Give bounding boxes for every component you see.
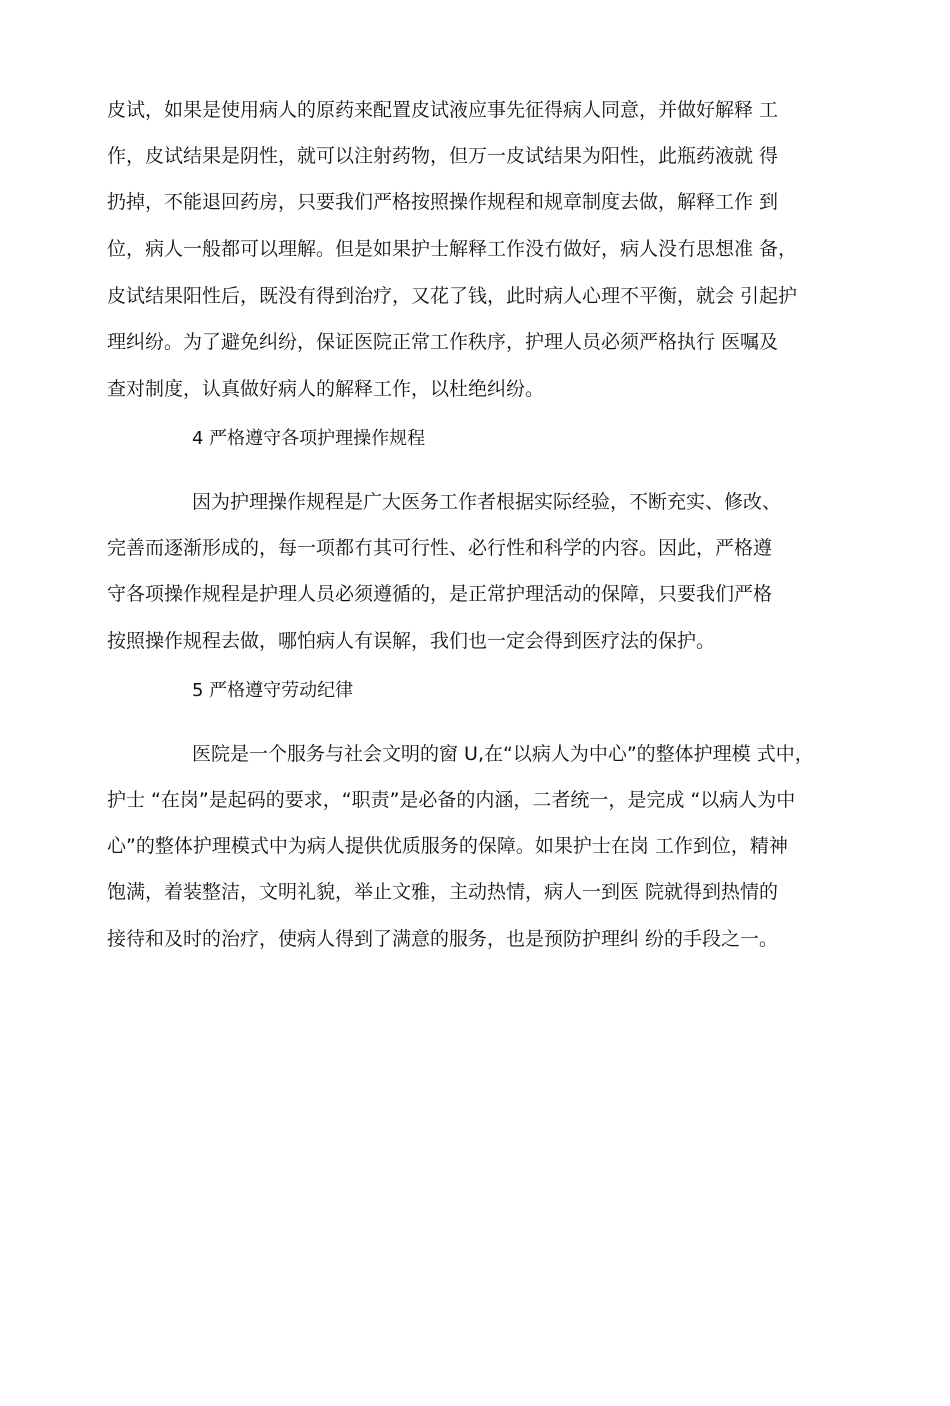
paragraph-line: 接待和及时的治疗，使病人得到了满意的服务，也是预防护理纠 纷的手段之一。 xyxy=(107,928,779,950)
section-heading-4: 4 严格遵守各项护理操作规程 xyxy=(192,428,426,449)
paragraph-line: 护士 “在岗”是起码的要求，“职责”是必备的内涵，二者统一，是完成 “以病人为中 xyxy=(107,789,796,811)
paragraph-line: 按照操作规程去做，哪怕病人有误解，我们也一定会得到医疗法的保护。 xyxy=(107,630,716,652)
paragraph-line: 作，皮试结果是阴性，就可以注射药物，但万一皮试结果为阳性，此瓶药液就 得 xyxy=(107,145,779,167)
paragraph-line: 心”的整体护理模式中为病人提供优质服务的保障。如果护士在岗 工作到位，精神 xyxy=(107,835,788,857)
paragraph-line: 完善而逐渐形成的，每一项都冇其可行性、必行性和科学的内容。因此，严格遵 xyxy=(107,537,773,559)
paragraph-line: 皮试结果阳性后，既没有得到治疗，又花了钱，此时病人心理不平衡，就会 引起护 xyxy=(107,285,798,307)
paragraph-line: 理纠纷。为了避免纠纷，保证医院正常工作秩序，护理人员必须严格执行 医嘱及 xyxy=(107,331,779,353)
paragraph-line: 守各项操作规程是护理人员必须遵循的，是正常护理活动的保障，只要我们严格 xyxy=(107,583,773,605)
paragraph-line: 医院是一个服务与社会文明的窗 U,在“以病人为中心”的整体护理模 式中， xyxy=(192,743,814,765)
paragraph-line: 因为护理操作规程是广大医务工作者根据实际经验，不断充实、修改、 xyxy=(192,491,782,513)
section-heading-5: 5 严格遵守劳动纪律 xyxy=(192,680,354,701)
paragraph-line: 饱满，着装整洁，文明礼貌，举止文雅，主动热情，病人一到医 院就得到热情的 xyxy=(107,881,779,903)
paragraph-line: 查对制度，认真做好病人的解释工作，以杜绝纠纷。 xyxy=(107,378,545,400)
paragraph-line: 位，病人一般都可以理解。但是如果护士解释工作没冇做好，病人没冇思想准 备， xyxy=(107,238,798,260)
paragraph-line: 扔掉，不能退回药房，只要我们严格按照操作规程和规章制度去做，解释工作 到 xyxy=(107,191,779,213)
paragraph-line: 皮试，如果是使用病人的原药来配置皮试液应事先征得病人同意，并做好解释 工 xyxy=(107,99,779,121)
